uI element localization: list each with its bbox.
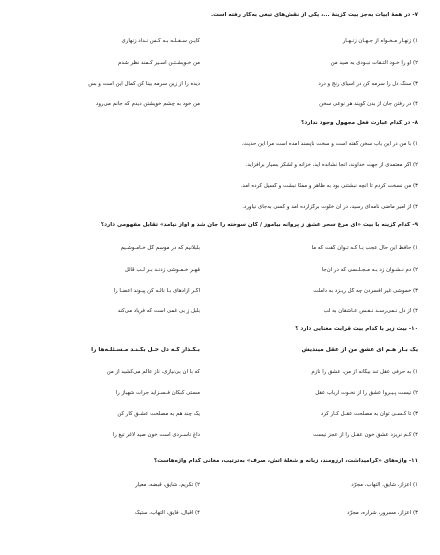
q10-option-2-right[interactable]: ۲) نیست پـیـروا عشق را از نخـوت ارباب عقل <box>315 390 418 396</box>
q9-option-4-left: بلبل زِ بی غمی است که فریاد می‌کند <box>117 308 200 314</box>
q7-option-2-left: من خـویشـتـن اسـیر کـمند نظر شدم <box>118 60 200 66</box>
q10-option-1-left: که با آن بی‌نیازی، ناز عالم می‌کشید از من <box>106 369 200 375</box>
q9-title: ۹- کدام گزینه با بیت «ای مرغ سحر عشق ز پروانه بیاموز / کان سوخته را جان شد و آواز نیامد» تقابل مفهومی دارد؟ <box>100 222 418 228</box>
q8-title: ۸- در کدام عبارت فعل مجهول وجود ندارد؟ <box>301 120 418 126</box>
q11-option-3[interactable]: ۳) اعزاز، مسرور، شراره، مجرّد <box>347 510 418 516</box>
q10-option-1-right[interactable]: ۱) به حرفی عقل تند بیگانه از من، عشق را نازم <box>311 369 418 375</box>
q8-option-1[interactable]: ۱) با من در این باب سخن گفته است و سخت ناپسند آمده است مرا این حدیث. <box>241 141 418 147</box>
q8-option-3[interactable]: ۳) من نسخت کردم تا آنچه نبشتنی بود به ظاهر و ممثّا نبشت و گسیل کرده آمد. <box>240 183 418 189</box>
q11-option-2[interactable]: ۲) تکریم، شایق، قبضه، معیار <box>135 482 200 488</box>
q10-title: ۱۰- بیت زیر با کدام بیت قرابت معنایی دارد ؟ <box>295 326 418 332</box>
q11-title: ۱۱- واژه‌های «گرامیداشت، آرزومند، زبانه و شعلهٔ آتش، صرف» به‌ترتیب، معانی کدام واژه‌هاست؟ <box>153 458 418 464</box>
q7-option-4-right[interactable]: ۴) در رفتن جان از بدن گویند هر نوعی سخن <box>319 101 418 107</box>
q10-stem-right: یک بـار هـم ای عشق من از عقل میندیش <box>301 347 418 353</box>
q7-option-2-right[interactable]: ۲) او را خـود التـفات نبـودی به صید من <box>330 60 418 66</box>
q9-option-4-right[interactable]: ۴) از دل نـمی‌رسـد نـفـس عـاشقان به لب <box>323 308 418 314</box>
q10-option-4-right[interactable]: ۴) کـم نریزد عشق خون عقـل را از عجز نیست <box>313 432 418 438</box>
q7-option-4-left: من خود به چشم خویشتن دیدم که جانم می‌رود <box>95 101 200 107</box>
q9-option-3-right[interactable]: ۳) خموشی غیر افسردن چه گل ریـزد به داملت <box>313 288 418 294</box>
q9-option-3-left: اگـر آزادهای بـا نالـه کن پیـوند اعضـا را <box>113 288 200 294</box>
q7-option-1-right[interactable]: ۱) زنهـار مـخـواه از جـهـان زنـهـار <box>342 38 418 44</box>
q9-option-2-left: مُهـر خـمـوشی زدنـد بـر لـب قائل <box>124 267 200 273</box>
q10-stem-left: بـگـذار کـه دل حـل بکـنـد مـسـئلـه‌ها را <box>91 347 200 353</box>
q7-title: ۷- در همهٔ ابیات به‌جز بیت گزینهٔ ...، یکی از نقش‌های تبعی به‌کار رفته است. <box>210 12 418 18</box>
q9-option-1-left: بلبلانیم که در موسم گل خـامـوشـیم <box>120 245 200 251</box>
q10-option-3-right[interactable]: ۳) تا کـسـی توان به مصلحت عقـل کـار کرد <box>320 411 418 417</box>
q11-option-4[interactable]: ۴) اقبال، فایق، التهاب، ستیک <box>134 510 200 516</box>
q10-option-3-left: یک چند هم به مصلحت عشـق کار کن <box>117 411 200 417</box>
q10-option-4-left: داغ ناسـردی است خون صید لاغر تیغ را <box>112 432 200 438</box>
q7-option-3-right[interactable]: ۳) سنگ دل را سرمه کن در آسیای رنج و درد <box>318 81 418 87</box>
q8-option-4[interactable]: ۴) از امیر ماضی نامه‌ای رسید، در آن خلوت برگزارده آمد و کسی به‌جای نیاورد. <box>242 204 418 210</box>
q7-option-1-left: کایـن سـفـلـه بـه کـس نـداد زنهاری <box>121 38 200 44</box>
q7-option-3-left: دیده را از زین سرمه بینا کن کمال این است و بس <box>88 81 200 87</box>
q9-option-2-right[interactable]: ۲) دم نـشـوان زد بـه مـجـلـسی که در آن‌جا <box>321 267 418 273</box>
q11-option-1[interactable]: ۱) اعزاز، شایق، التهاب، مجرّد <box>351 482 418 488</box>
q8-option-2[interactable]: ۲) اگر معتمدی از جهت خداوند، آنجا نشانده آید، خزانه و لشکر بسیار برافزاید. <box>245 162 418 168</box>
q10-option-2-left: مستی کبکان فـسـزاید جرأت شهباز را <box>115 390 200 396</box>
q9-option-1-right[interactable]: ۱) حافظ این حال عجب بـا کـه تـوان گفت که ما <box>311 245 418 251</box>
